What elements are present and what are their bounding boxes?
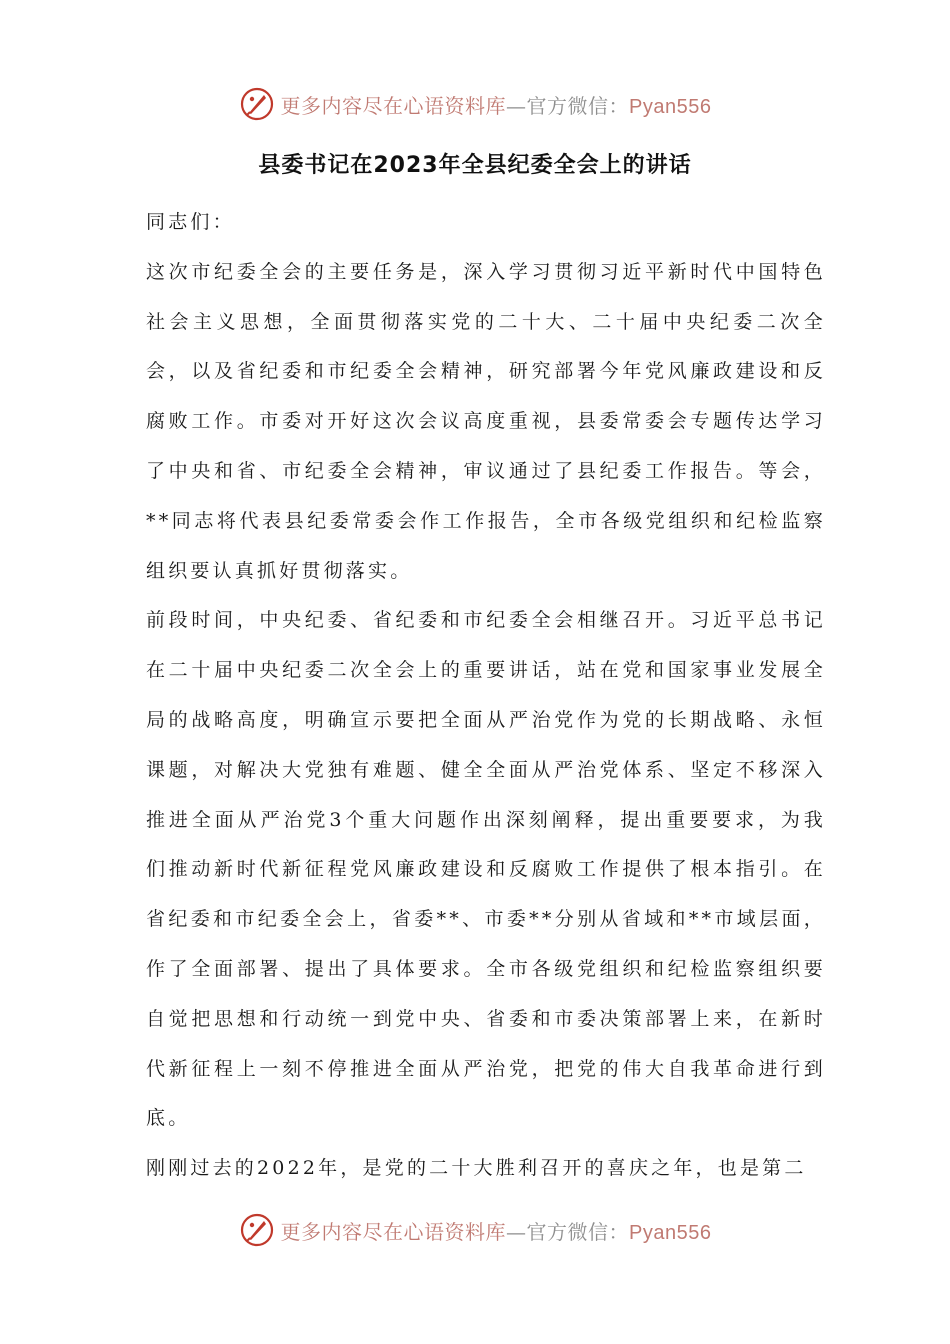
- greeting: 同志们：: [146, 211, 235, 233]
- paragraph-1: 这次市纪委全会的主要任务是，深入学习贯彻习近平新时代中国特色社会主义思想，全面贯彻落实党的二十大、二十届中央纪委二次全会，以及省纪委和市纪委全会精神，研究部署今年党风廉政建设和反腐败工作。市委对开好这次会议高度重视，县委常委会专题传达学习了中央和省、市纪委全会精神，审议通过了县纪委工作报告。等会，**同志将代表县纪委常委会作工作报告，全市各级党组织和纪检监察组织要认真抓好贯彻落实。: [146, 260, 826, 582]
- paragraph-3: 刚刚过去的2022年，是党的二十大胜利召开的喜庆之年，也是第二: [146, 1157, 807, 1180]
- watermark-header: [0, 84, 950, 124]
- paragraph-2: 前段时间，中央纪委、省纪委和市纪委全会相继召开。习近平总书记在二十届中央纪委二次全会上的重要讲话，站在党和国家事业发展全局的战略高度，明确宣示要把全面从严治党作为党的长期战略、永恒课题，对解决大党独有难题、健全全面从严治党体系、坚定不移深入推进全面从严治党3个重大问题作出深刻阐释，提出重要要求，为我们推动新时代新征程党风廉政建设和反腐败工作提供了根本指引。在省纪委和市纪委全会上，省委**、市委**分别从省域和**市域层面，作了全面部署、提出了具体要求。全市各级党组织和纪检监察组织要自觉把思想和行动统一到党中央、省委和市委决策部署上来，在新时代新征程上一刻不停推进全面从严治党，把党的伟大自我革命进行到底。: [146, 609, 826, 1130]
- quill-logo-icon: [239, 1212, 275, 1248]
- document-body: [146, 198, 826, 1194]
- watermark-footer: [0, 1210, 950, 1250]
- watermark-text: 更多内容尽在心语资料库—官方微信：Pyan556: [280, 93, 712, 118]
- quill-logo-icon: [239, 86, 275, 122]
- document-title: 县委书记在2023年全县纪委全会上的讲话: [258, 153, 692, 178]
- watermark-text: 更多内容尽在心语资料库—官方微信：Pyan556: [280, 1219, 712, 1244]
